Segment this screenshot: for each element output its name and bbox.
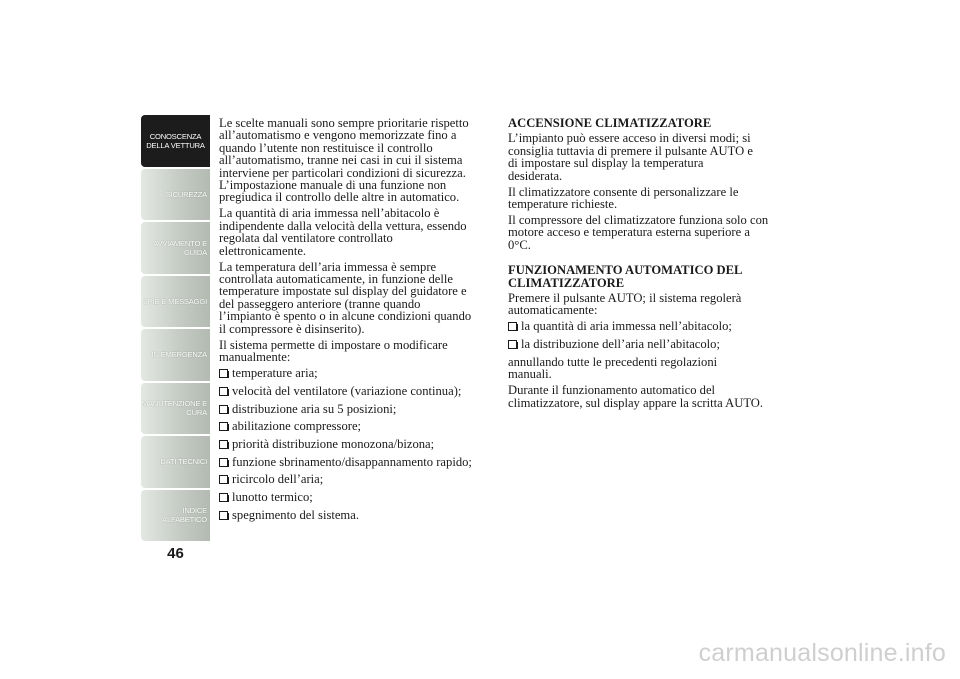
paragraph xyxy=(219,117,503,204)
text-line: L’impostazione manuale di una funzione non xyxy=(219,178,447,193)
heading-accensione xyxy=(508,117,788,129)
checkbox-bullet-icon xyxy=(508,340,518,349)
list-item-text: abilitazione compressore; xyxy=(232,419,362,434)
text-line: all’automatismo, tranne nei casi in cui il sistema xyxy=(219,153,463,168)
right-column xyxy=(508,117,788,413)
list-item xyxy=(219,509,503,521)
text-line: temperature impostate sul display del guidatore e xyxy=(219,284,467,299)
text-line: temperature richieste. xyxy=(508,197,618,212)
sidebar-tab-5[interactable] xyxy=(141,383,210,435)
paragraph xyxy=(219,207,503,257)
page-number: 46 xyxy=(167,545,184,562)
sidebar-tab-label: CONOSCENZA DELLA VETTURA xyxy=(146,131,205,150)
list-item xyxy=(219,367,503,379)
text-line: La quantità di aria immessa nell’abitacolo è xyxy=(219,206,440,221)
sidebar-tab-6[interactable] xyxy=(141,436,210,488)
list-item xyxy=(219,420,503,432)
text-line: regolata dal ventilatore controllato xyxy=(219,231,393,246)
heading-line: CLIMATIZZATORE xyxy=(508,275,625,290)
sidebar-tab-label: SICUREZZA xyxy=(165,189,207,199)
text-line: Le scelte manuali sono sempre prioritarie rispetto xyxy=(219,116,469,130)
left-paragraphs xyxy=(219,117,503,364)
checkbox-bullet-icon xyxy=(219,405,229,414)
text-line: di impostare sul display la temperatura xyxy=(508,156,704,171)
left-bullet-list xyxy=(219,367,503,521)
section-accensione xyxy=(508,132,788,251)
section-sidebar xyxy=(141,115,210,543)
sidebar-tab-label: MANUTENZIONE E CURA xyxy=(141,399,207,418)
text-line: consiglia tuttavia di premere il pulsante AUTO e xyxy=(508,143,753,158)
text-line: Premere il pulsante AUTO; il sistema regolerà xyxy=(508,291,742,306)
text-line: L’impianto può essere acceso in diversi modi; si xyxy=(508,131,751,146)
text-line: del passeggero anteriore (tranne quando xyxy=(219,296,421,311)
heading-funzionamento-automatico xyxy=(508,264,788,289)
text-line: il compressore è disinserito). xyxy=(219,321,365,336)
text-line: controllata automaticamente, in funzione delle xyxy=(219,272,453,287)
list-item xyxy=(219,385,503,397)
text-line: elettronicamente. xyxy=(219,243,307,258)
sidebar-tab-label: DATI TECNICI xyxy=(160,457,207,467)
list-item-text: la distribuzione dell’aria nell’abitacolo; xyxy=(521,337,720,352)
list-item xyxy=(219,456,503,468)
list-item xyxy=(219,473,503,485)
list-item-text: lunotto termico; xyxy=(232,490,313,505)
sidebar-tab-2[interactable] xyxy=(141,222,210,274)
text-line: annullando tutte le precedenti regolazioni xyxy=(508,354,718,369)
list-item xyxy=(219,438,503,450)
text-line: climatizzatore, sul display appare la scritta AUTO. xyxy=(508,395,764,410)
checkbox-bullet-icon xyxy=(219,458,229,467)
list-item xyxy=(219,403,503,415)
sidebar-tab-0[interactable] xyxy=(141,115,210,167)
sidebar-tab-1[interactable] xyxy=(141,169,210,221)
text-line: Il sistema permette di impostare o modificare xyxy=(219,337,448,352)
text-line: Durante il funzionamento automatico del xyxy=(508,383,716,398)
list-item xyxy=(508,320,788,332)
checkbox-bullet-icon xyxy=(219,493,229,502)
text-line: l’impianto è spento o in alcune condizioni quando xyxy=(219,309,472,324)
checkbox-bullet-icon xyxy=(508,322,518,331)
sidebar-tab-label: IN EMERGENZA xyxy=(151,350,207,360)
list-item xyxy=(219,491,503,503)
paragraph xyxy=(508,292,788,317)
text-line: Il compressore del climatizzatore funziona solo con xyxy=(508,213,769,228)
list-item-text: la quantità di aria immessa nell’abitacolo; xyxy=(521,319,732,334)
paragraph xyxy=(219,261,503,335)
checkbox-bullet-icon xyxy=(219,369,229,378)
checkbox-bullet-icon xyxy=(219,475,229,484)
list-item-text: ricircolo dell’aria; xyxy=(232,472,324,487)
list-item-text: velocità del ventilatore (variazione continua); xyxy=(232,383,462,398)
text-line: La temperatura dell’aria immessa è sempre xyxy=(219,259,437,274)
sidebar-tab-label: INDICE ALFABETICO xyxy=(162,506,207,525)
left-column xyxy=(219,117,503,526)
text-line: pregiudica il controllo delle altre in automatico. xyxy=(219,190,460,205)
text-line: Il climatizzatore consente di personalizzare le xyxy=(508,184,739,199)
text-line: 0°C. xyxy=(508,237,531,252)
checkbox-bullet-icon xyxy=(219,511,229,520)
list-item-text: spegnimento del sistema. xyxy=(232,507,359,522)
list-item-text: distribuzione aria su 5 posizioni; xyxy=(232,401,397,416)
paragraph xyxy=(219,339,503,364)
sidebar-tab-label: AVVIAMENTO E GUIDA xyxy=(153,238,207,257)
heading-line: FUNZIONAMENTO AUTOMATICO DEL xyxy=(508,263,743,278)
list-item-text: temperature aria; xyxy=(232,366,318,381)
right-bullet-list xyxy=(508,320,788,350)
section-funzionamento-outro xyxy=(508,356,788,409)
sidebar-tab-4[interactable] xyxy=(141,329,210,381)
text-line: manualmente: xyxy=(219,350,291,365)
paragraph xyxy=(508,186,788,211)
list-item-text: funzione sbrinamento/disappannamento rapido; xyxy=(232,454,472,469)
sidebar-tab-3[interactable] xyxy=(141,276,210,328)
text-line: quando l’utente non restituisce il controllo xyxy=(219,140,433,155)
checkbox-bullet-icon xyxy=(219,422,229,431)
watermark-text: carmanualsonline.info xyxy=(698,639,946,667)
paragraph xyxy=(508,214,788,251)
checkbox-bullet-icon xyxy=(219,440,229,449)
text-line: all’automatismo e vengono memorizzate fino a xyxy=(219,128,457,143)
heading-line: ACCENSIONE CLIMATIZZATORE xyxy=(508,116,712,130)
text-line: motore acceso e temperatura esterna superiore a xyxy=(508,225,750,240)
paragraph xyxy=(508,356,788,381)
checkbox-bullet-icon xyxy=(219,387,229,396)
paragraph xyxy=(508,384,788,409)
sidebar-tab-7[interactable] xyxy=(141,490,210,542)
list-item xyxy=(508,338,788,350)
text-line: indipendente dalla velocità della vettura, essendo xyxy=(219,218,467,233)
text-line: automaticamente: xyxy=(508,303,598,318)
text-line: interviene per particolari condizioni di sicurezza. xyxy=(219,165,466,180)
text-line: desiderata. xyxy=(508,168,563,183)
sidebar-tab-label: SPIE E MESSAGGI xyxy=(142,296,207,306)
section-funzionamento-intro xyxy=(508,292,788,317)
list-item-text: priorità distribuzione monozona/bizona; xyxy=(232,436,435,451)
text-line: manuali. xyxy=(508,367,552,382)
paragraph xyxy=(508,132,788,182)
